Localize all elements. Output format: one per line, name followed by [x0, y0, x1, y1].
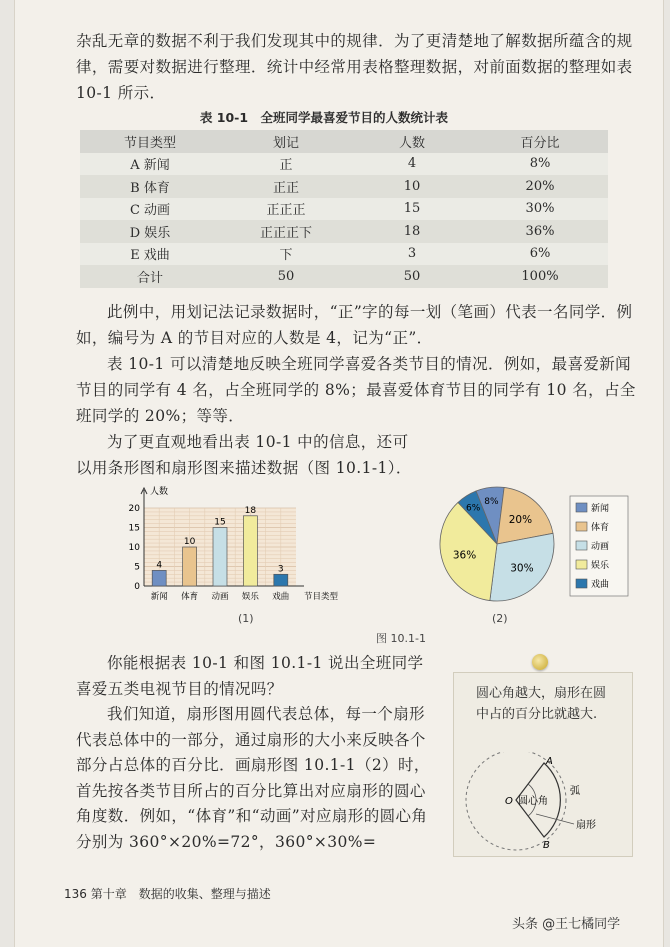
central-angle-diagram — [462, 752, 627, 852]
point-b-label: B — [543, 840, 550, 851]
x-tick-label: 动画 — [211, 592, 229, 602]
charts-intro-paragraph: 为了更直观地看出表 10-1 中的信息，还可以用条形图和扇形图来描述数据（图 10.1-1）． — [76, 433, 412, 477]
bar-value-label: 4 — [156, 560, 163, 571]
legend-swatch — [576, 541, 587, 550]
y-tick-label: 0 — [134, 582, 140, 592]
bar-value-label: 18 — [244, 505, 257, 516]
table-cell: 36% — [525, 223, 555, 239]
table-cell: 50 — [403, 268, 421, 284]
tally-paragraph: 此例中，用划记法记录数据时，“正”字的每一划（笔画）代表一名同学．例如，编号为 A 的节目对应的人数是 4，记为“正”． — [76, 303, 633, 347]
figure-caption: 图 10.1-1 — [376, 632, 426, 645]
bar-chart-caption: (1) — [238, 612, 254, 625]
y-tick-label: 20 — [128, 504, 140, 514]
table-cell: 10 — [403, 178, 421, 194]
bar — [152, 570, 166, 586]
table-cell: 正正正 — [266, 203, 306, 219]
table-cell: 8% — [529, 156, 551, 172]
bar-value-label: 15 — [214, 517, 226, 528]
x-tick-label: 体育 — [181, 592, 199, 602]
table-reflect-paragraph: 表 10-1 可以清楚地反映全班同学喜爱各类节目的情况．例如，最喜爱新闻节目的同学有 4 名，占全班同学的 8%；最喜爱体育节目的同学有 10 名，占全班同学的 20%；等等． — [76, 355, 636, 425]
intro-paragraph: 杂乱无章的数据不利于我们发现其中的规律．为了更清楚地了解数据所蕴含的规律，需要对数据进行整理．统计中经常用表格整理数据，对前面数据的整理如表 10-1 所示． — [76, 32, 633, 102]
table-cell: C 动画 — [129, 203, 171, 219]
page-footer: 136 第十章 数据的收集、整理与描述 — [64, 887, 271, 901]
arc-label: 弧 — [570, 786, 580, 797]
table-row — [80, 153, 608, 176]
bar-value-label: 3 — [277, 564, 284, 575]
watermark: 头条 @王七橘同学 — [512, 917, 621, 932]
pie-slice-label: 20% — [508, 514, 533, 527]
table-cell: B 体育 — [130, 180, 170, 196]
x-axis-label: 节目类型 — [304, 592, 339, 602]
bar — [213, 528, 227, 587]
x-tick-label: 娱乐 — [241, 592, 259, 602]
pie-chart — [438, 484, 638, 608]
legend-label: 体育 — [591, 523, 610, 533]
y-tick-label: 15 — [128, 523, 140, 534]
legend-label: 戏曲 — [591, 580, 610, 590]
legend-label: 娱乐 — [591, 561, 610, 571]
sector-label: 扇形 — [576, 820, 596, 831]
table-cell: 30% — [525, 201, 555, 217]
margin-note-text: 圆心角越大，扇形在圆中占的百分比就越大. — [476, 686, 607, 722]
legend-label: 新闻 — [591, 504, 610, 514]
table-cell: 18 — [403, 223, 421, 239]
y-tick-label: 10 — [128, 543, 140, 553]
bar-chart — [118, 482, 358, 604]
bar-value-label: 10 — [183, 537, 196, 547]
table-cell: 正 — [279, 158, 293, 174]
table-cell: 50 — [277, 268, 295, 284]
pie-slice-label: 36% — [452, 549, 477, 562]
table-header: 节目类型 — [123, 135, 176, 151]
central-angle-label: 圆心角 — [518, 796, 548, 807]
table-cell: 100% — [521, 268, 559, 284]
table-row — [80, 220, 608, 243]
table-cell: A 新闻 — [130, 158, 170, 174]
table-header: 百分比 — [520, 135, 560, 151]
table-cell: 正正正下 — [259, 225, 312, 241]
table-cell: 20% — [525, 178, 555, 194]
pie-slice-label: 30% — [510, 562, 534, 575]
table-cell: 4 — [407, 156, 417, 172]
table-row — [80, 265, 608, 288]
table-cell: 正正 — [272, 180, 299, 196]
bar — [274, 574, 288, 586]
table-cell: 6% — [529, 246, 551, 262]
stats-table — [80, 130, 608, 288]
x-tick-label: 新闻 — [150, 592, 168, 602]
pie-chart-caption: (2) — [492, 612, 508, 625]
bar — [243, 516, 257, 586]
table-cell: 15 — [403, 201, 421, 217]
question-paragraph: 你能根据表 10-1 和图 10.1-1 说出全班同学喜爱五类电视节目的情况吗？ — [76, 654, 424, 698]
table-row — [80, 198, 608, 221]
x-tick-label: 戏曲 — [272, 592, 290, 602]
pie-slice-label: 6% — [466, 503, 481, 514]
table-row — [80, 175, 608, 198]
sector-paragraph: 我们知道，扇形图用圆代表总体，每一个扇形代表总体中的一部分，通过扇形的大小来反映各个部分占总体的百分比．画扇形图 10.1-1（2）时，首先按各类节目所占的百分比算出对应扇形的圆心角度数．例如，“体育”和“动画”对应扇形的圆心角分别为 360°×20%=72°，360°×30%= — [76, 705, 430, 851]
table-header-row — [80, 130, 608, 153]
legend-swatch — [576, 503, 587, 512]
pushpin-icon — [532, 654, 548, 670]
pie-slice-label: 8% — [484, 496, 499, 507]
table-cell: E 戏曲 — [130, 248, 170, 264]
table-cell: D 娱乐 — [129, 225, 171, 241]
legend-swatch — [576, 522, 587, 531]
legend-swatch — [576, 579, 587, 588]
table-cell: 合计 — [136, 270, 163, 286]
bar — [183, 547, 197, 586]
table-cell: 下 — [279, 248, 293, 264]
table-cell: 3 — [407, 246, 417, 262]
table-header: 人数 — [398, 135, 425, 151]
table-title: 表 10-1 全班同学最喜爱节目的人数统计表 — [199, 110, 449, 125]
table-header: 划记 — [272, 135, 299, 151]
y-axis-label: 人数 — [150, 487, 169, 497]
legend-swatch — [576, 560, 587, 569]
y-tick-label: 5 — [134, 562, 140, 573]
point-o-label: O — [505, 796, 513, 807]
legend-label: 动画 — [591, 542, 610, 552]
point-a-label: A — [546, 756, 553, 767]
table-row — [80, 243, 608, 266]
